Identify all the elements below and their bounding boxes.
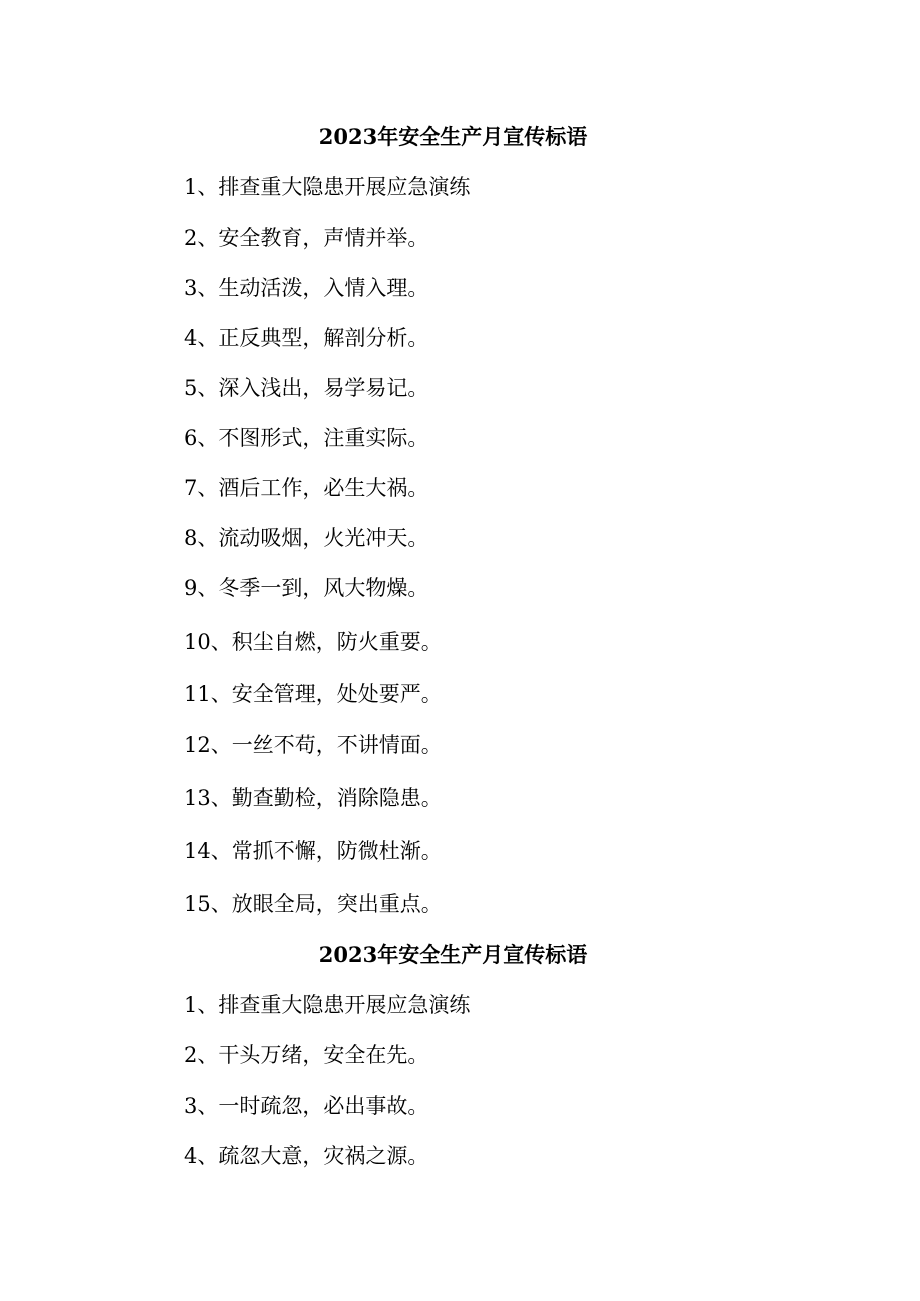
slogan-item: 6、不图形式，注重实际。 (184, 426, 429, 450)
slogan-item: 9、冬季一到，风大物燥。 (184, 576, 429, 600)
slogan-item: 7、酒后工作，必生大祸。 (184, 476, 429, 500)
slogan-item: 3、生动活泼，入情入理。 (184, 276, 429, 300)
slogan-item: 1、排查重大隐患开展应急演练 (184, 993, 471, 1017)
slogan-item: 5、深入浅出，易学易记。 (184, 376, 429, 400)
slogan-item: 15、放眼全局，突出重点。 (184, 892, 442, 916)
slogan-item: 13、勤查勤检，消除隐患。 (184, 786, 442, 810)
slogan-item: 10、积尘自燃，防火重要。 (184, 630, 442, 654)
slogan-item: 14、常抓不懈，防微杜渐。 (184, 839, 442, 863)
section-title: 2023年安全生产月宣传标语 (318, 124, 588, 149)
slogan-item: 2、安全教育，声情并举。 (184, 226, 429, 250)
slogan-item: 4、疏忽大意，灾祸之源。 (184, 1144, 429, 1168)
slogan-item: 3、一时疏忽，必出事故。 (184, 1094, 429, 1118)
slogan-item: 8、流动吸烟，火光冲天。 (184, 526, 429, 550)
slogan-item: 11、安全管理，处处要严。 (184, 682, 442, 706)
section-title: 2023年安全生产月宣传标语 (318, 942, 588, 967)
slogan-item: 2、干头万绪，安全在先。 (184, 1043, 429, 1067)
slogan-item: 12、一丝不苟，不讲情面。 (184, 733, 442, 757)
slogan-item: 4、正反典型，解剖分析。 (184, 326, 429, 350)
slogan-item: 1、排查重大隐患开展应急演练 (184, 175, 471, 199)
